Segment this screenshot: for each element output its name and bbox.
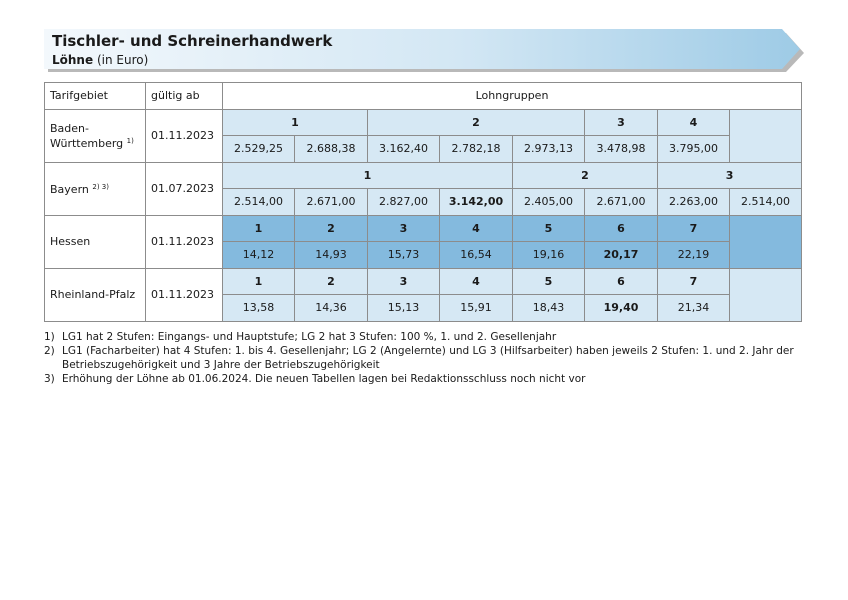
header-tarifgebiet: Tarifgebiet [45,83,146,110]
wage-table [44,82,802,322]
wage-cell: 2.529,25 [223,136,295,163]
wage-cell: 3.142,00 [440,189,513,216]
wage-cell: 2.782,18 [440,136,513,163]
group-header: 3 [585,109,658,136]
group-header: 5 [513,268,585,295]
wage-cell: 2.514,00 [730,189,802,216]
region-bayern: Bayern $^{2) 3)}$ [45,162,146,215]
wage-cell: 14,93 [295,242,368,269]
valid-date: 01.11.2023 [146,109,223,162]
subtitle-unit: (in Euro) [93,53,149,67]
wage-cell: 2.973,13 [513,136,585,163]
group-header: 3 [368,268,440,295]
page-subtitle [52,53,148,67]
wage-cell: 3.478,98 [585,136,658,163]
group-header: 1 [223,268,295,295]
wage-cell: 2.688,38 [295,136,368,163]
group-header: 1 [223,162,513,189]
wage-cell: 2.514,00 [223,189,295,216]
group-header: 3 [368,215,440,242]
wage-cell: 14,12 [223,242,295,269]
empty-cell [730,215,802,268]
wage-cell: 2.405,00 [513,189,585,216]
region-rheinland-pfalz: Rheinland-Pfalz [45,268,146,321]
wage-cell: 2.671,00 [295,189,368,216]
wage-cell: 13,58 [223,295,295,322]
group-header: 4 [658,109,730,136]
group-header: 2 [295,268,368,295]
page-title: Tischler- und Schreinerhandwerk [52,32,333,50]
footnote-item: 2) LG1 (Facharbeiter) hat 4 Stufen: 1. bis 4. Gesellenjahr; LG 2 (Angelernte) und LG 3 (Hilfsarbeiter) haben jeweils 2 Stufen: 1. und 2. Jahr der Betriebszugehörigkeit und 3 Jahre der Betriebszugehörigkeit [44,345,794,371]
wage-cell: 2.671,00 [585,189,658,216]
group-header: 7 [658,215,730,242]
group-header: 2 [368,109,585,136]
table-row [45,215,802,242]
wage-cell: 15,73 [368,242,440,269]
wage-cell: 19,40 [585,295,658,322]
header-gueltig-ab: gültig ab [146,83,223,110]
valid-date: 01.11.2023 [146,268,223,321]
valid-date: 01.07.2023 [146,162,223,215]
empty-cell [730,268,802,321]
wage-cell: 16,54 [440,242,513,269]
region-baden-wuerttemberg: Baden- Württemberg $^{1)}$ [45,109,146,162]
group-header: 2 [295,215,368,242]
valid-date: 01.11.2023 [146,215,223,268]
group-header: 2 [513,162,658,189]
group-header: 1 [223,109,368,136]
wage-cell: 15,13 [368,295,440,322]
group-header: 5 [513,215,585,242]
wage-cell: 22,19 [658,242,730,269]
group-header: 7 [658,268,730,295]
wage-cell: 18,43 [513,295,585,322]
footnote-ref: 2) 3) [92,183,109,191]
group-header: 1 [223,215,295,242]
wage-cell: 21,34 [658,295,730,322]
title-banner [44,29,804,72]
region-hessen: Hessen [45,215,146,268]
group-header: 6 [585,215,658,242]
table-row [45,162,802,189]
wage-cell: 3.162,40 [368,136,440,163]
wage-cell: 2.827,00 [368,189,440,216]
wage-cell: 20,17 [585,242,658,269]
group-header: 6 [585,268,658,295]
footnote-ref: 1) [126,136,134,145]
wage-cell: 15,91 [440,295,513,322]
wage-cell: 14,36 [295,295,368,322]
table-row [45,268,802,295]
table-row [45,109,802,136]
group-header: 4 [440,268,513,295]
empty-cell [730,109,802,162]
group-header: 3 [658,162,802,189]
footnote-item: 1) LG1 hat 2 Stufen: Eingangs- und Hauptstufe; LG 2 hat 3 Stufen: 100 %, 1. und 2. Gesellenjahr [44,331,557,343]
subtitle-bold: Löhne [52,53,94,67]
wage-cell: 19,16 [513,242,585,269]
wage-cell: 2.263,00 [658,189,730,216]
footnote-item: 3) Erhöhung der Löhne ab 01.06.2024. Die neuen Tabellen lagen bei Redaktionsschluss noch nicht vor [44,373,586,385]
wage-cell: 3.795,00 [658,136,730,163]
group-header: 4 [440,215,513,242]
header-lohngruppen: Lohngruppen [223,83,802,110]
footnotes [44,330,804,386]
